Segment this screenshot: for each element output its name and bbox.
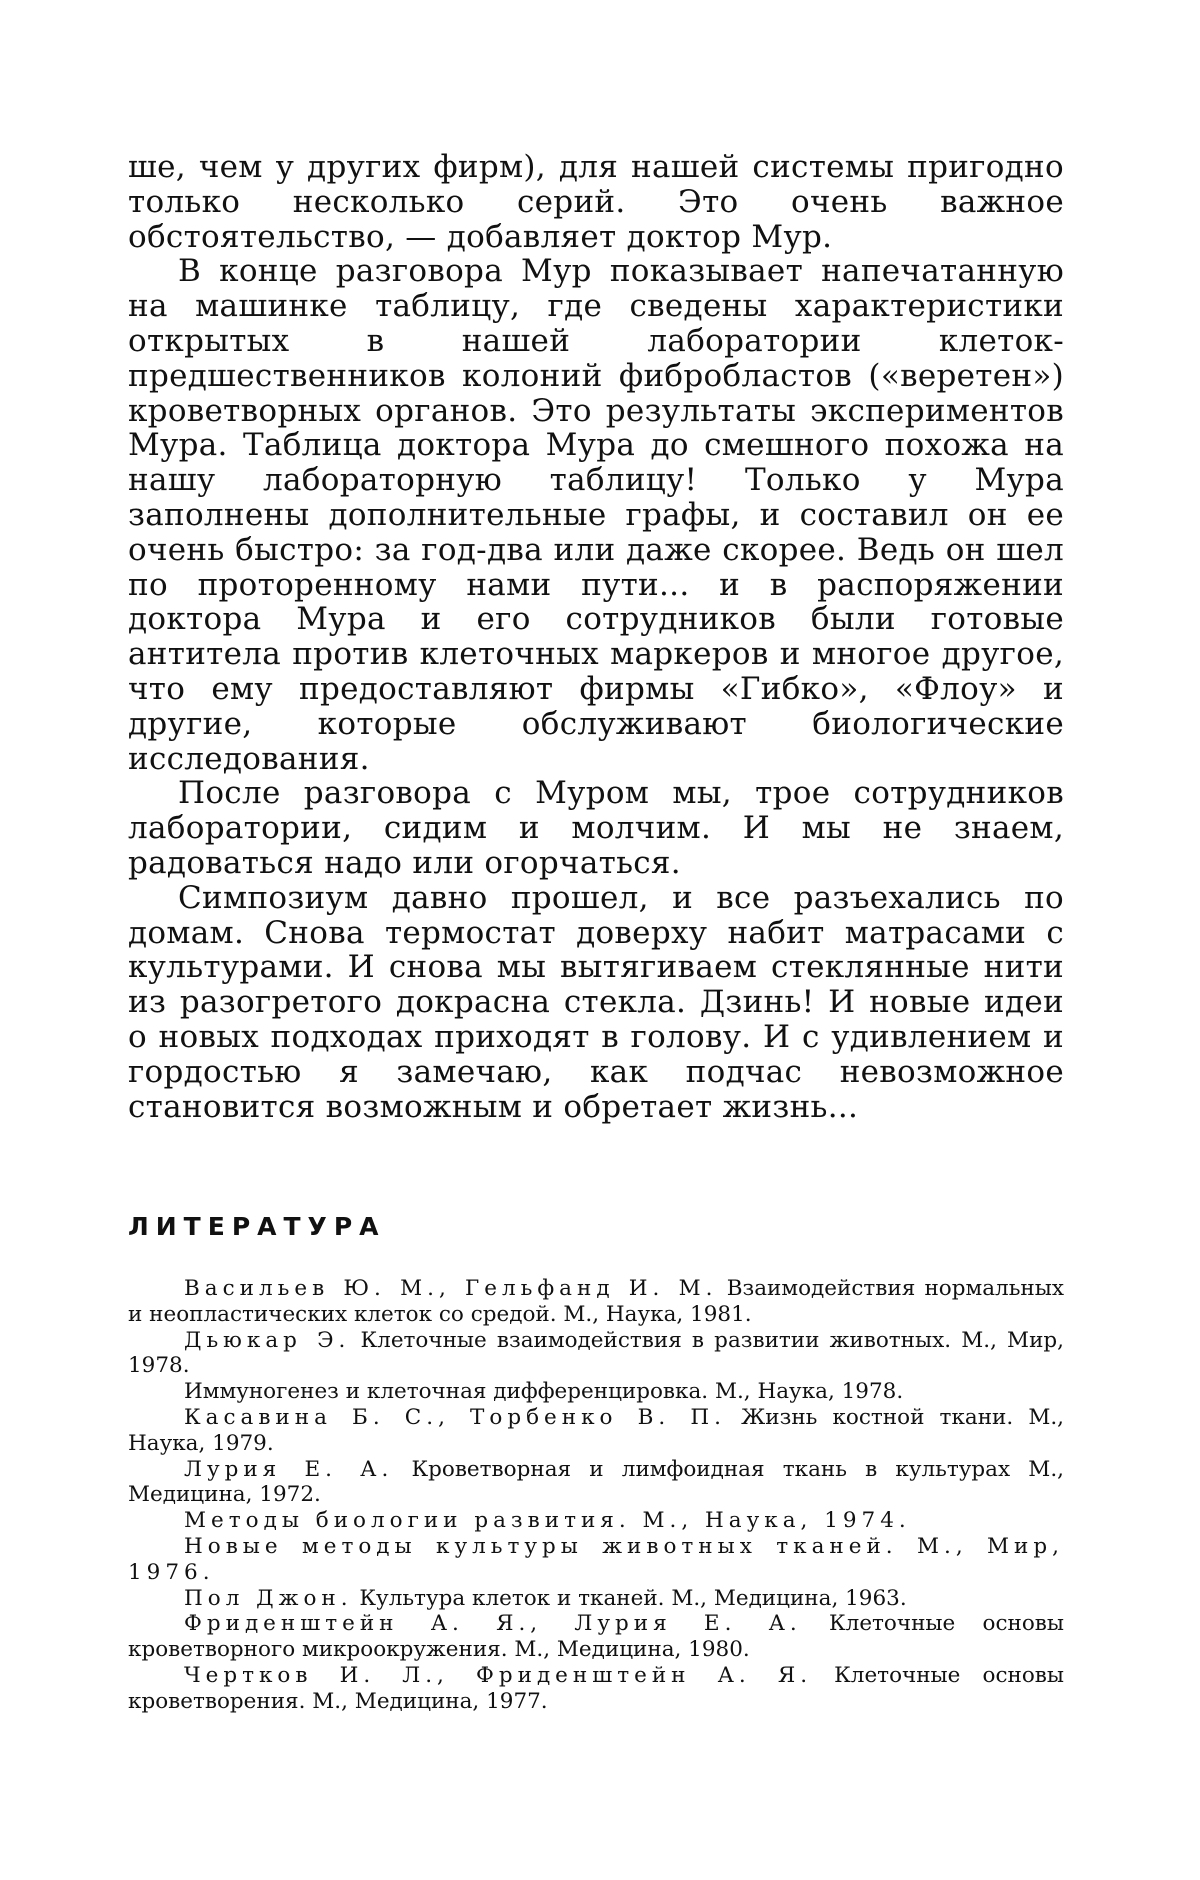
reference-item <box>128 1379 1064 1405</box>
reference-text: Клеточные основы кроветворного микроокружения. М., Медицина, 1980. <box>128 1611 1064 1663</box>
reference-text: Клеточные взаимодействия в развитии животных. М., Мир, 1978. <box>128 1327 1064 1379</box>
reference-author: Лурия Е. А. <box>184 1456 394 1482</box>
reference-item <box>128 1508 1064 1534</box>
reference-author: Фриденштейн А. Я., Лурия Е. А. <box>184 1611 802 1637</box>
reference-text: Кроветворная и лимфоидная ткань в культурах М., Медицина, 1972. <box>128 1456 1064 1508</box>
book-page <box>128 149 1065 1714</box>
paragraph: Симпозиум давно прошел, и все разъехались по домам. Снова термостат доверху набит матрасами с культурами. И снова мы вытягиваем стеклянные нити из разогретого докрасна стекла. Дзинь! И новые идеи о новых подходах приходят в голову. И с удивлением и гордостью я замечаю, как подчас невозможное становится возможным и обретает жизнь... <box>128 879 1064 1125</box>
literature-heading: ЛИТЕРАТУРА <box>128 1212 386 1241</box>
reference-list <box>128 1276 1064 1715</box>
reference-item <box>128 1328 1064 1380</box>
reference-text: Культура клеток и тканей. М., Медицина, 1963. <box>359 1585 907 1611</box>
reference-item <box>128 1611 1064 1663</box>
paragraph: В конце разговора Мур показывает напечатанную на машинке таблицу, где сведены характеристики открытых в нашей лаборатории клеток-предшественников колоний фибробластов («веретен») кроветворных органов. Это результаты экспериментов Мура. Таблица доктора Мура до смешного похожа на нашу лабораторную таблицу! Только у Мура заполнены дополнительные графы, и составил он ее очень быстро: за год-два или даже скорее. Ведь он шел по проторенному нами пути... и в распоряжении доктора Мура и его сотрудников были готовые антитела против клеточных маркеров и многое другое, что ему предоставляют фирмы «Гибко», «Флоу» и другие, которые обслуживают биологические исследования. <box>128 253 1064 777</box>
reference-author: Касавина Б. С., Торбенко В. П. <box>184 1404 726 1430</box>
reference-item <box>128 1276 1064 1328</box>
reference-author: Чертков И. Л., Фриденштейн А. Я. <box>184 1662 813 1688</box>
reference-author: Дьюкар Э. <box>184 1327 351 1353</box>
reference-author: Пол Джон. <box>184 1585 353 1611</box>
reference-text: Иммуногенез и клеточная дифференцировка. М., Наука, 1978. <box>184 1379 904 1405</box>
reference-author: Васильев Ю. М., Гельфанд И. М. <box>184 1276 718 1301</box>
reference-item <box>128 1534 1064 1586</box>
reference-item <box>128 1405 1064 1457</box>
reference-item <box>128 1663 1064 1715</box>
reference-author: Новые методы культуры животных тканей. М., Мир, 1976. <box>128 1533 1064 1585</box>
reference-text: Жизнь костной ткани. М., Наука, 1979. <box>128 1404 1065 1456</box>
reference-text: Клеточные основы кроветворения. М., Медицина, 1977. <box>128 1662 1064 1714</box>
reference-text: Взаимодействия нормальных и неопластических клеток со средой. М., Наука, 1981. <box>128 1276 1064 1327</box>
reference-author: Методы биологии развития. М., Наука, 1974. <box>184 1508 911 1534</box>
paragraph: ше, чем у других фирм), для нашей системы пригодно только несколько серий. Это очень важное обстоятельство, — добавляет доктор Мур. <box>128 149 1064 255</box>
main-text <box>128 150 1064 1124</box>
reference-item <box>128 1457 1064 1509</box>
paragraph: После разговора с Муром мы, трое сотрудников лаборатории, сидим и молчим. И мы не знаем, радоваться надо или огорчаться. <box>128 775 1064 881</box>
reference-item <box>128 1586 1064 1612</box>
